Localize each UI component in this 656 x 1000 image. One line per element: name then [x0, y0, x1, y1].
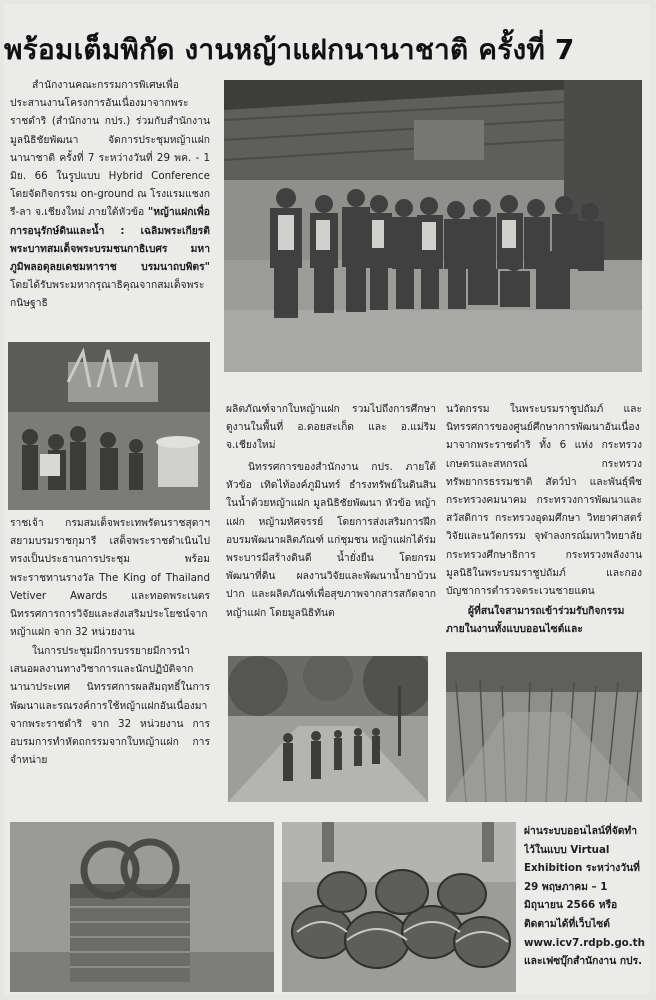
headline: พร้อมเต็มพิกัด งานหญ้าแฝกนานาชาติ ครั้งที่ 7: [4, 33, 575, 66]
royal-visit-exhibition-photo: [8, 342, 210, 510]
woven-ball-handicraft-photo: [282, 822, 516, 992]
royal-visit-paragraph: ราชเจ้า กรมสมเด็จพระเทพรัตนราชสุดาฯ สยามบรมราชกุมารี เสด็จพระราชดำเนินไปทรงเป็นประธานการประชุม พร้อมพระราชทานรางวัล The King of Thailand Vetiver Awards และทอดพระเนตรนิทรรศการการวิจัยและส่งเสริมประโยชน์จากหญ้าแฝก จาก 32 หน่วยงาน: [10, 517, 210, 639]
woven-basket-photo: [10, 822, 274, 992]
conference-theme: "หญ้าแฝกเพื่อการอนุรักษ์ดินและน้ำ : เฉลิมพระเกียรติพระบาทสมเด็จพระบรมชนกาธิเบศร มหาภูมิพลอดุลยเดชมหาราช บรมนาถบพิตร": [10, 206, 210, 274]
intro-text: สำนักงานคณะกรรมการพิเศษเพื่อประสานงานโครงการอันเนื่องมาจากพระราชดำริ (สำนักงาน กปร.) ร่วมกับสำนักงานมูลนิธิชัยพัฒนา จัดการประชุมหญ้าแฝกนานาชาติ ครั้งที่ 7 ระหว่างวันที่ 29 พค. - 1 มิย. 66 ในรูปแบบ Hybrid Conference โดยจัดกิจกรรม on-ground ณ โรงแรมแชงกรี-ลา จ.เชียงใหม่ ภายใต้หัวข้อ: [10, 79, 210, 219]
intro-text-end: โดยได้รับพระมหากรุณาธิคุณจากสมเด็จพระกนิษฐาธิ: [10, 279, 205, 310]
how-to-join-paragraph: ผู้ที่สนใจสามารถเข้าร่วมรับกิจกรรมภายในงานทั้งแบบออนไซต์และ: [446, 605, 625, 636]
field-trip-walking-photo: [228, 656, 428, 802]
agencies-paragraph: นวัตกรรม ในพระบรมราชูปถัมภ์ และนิทรรศการของศูนย์ศึกษาการพัฒนาอันเนื่องมาจากพระราชดำริ ทั้ง 6 แห่ง กระทรวงเกษตรและสหกรณ์ กระทรวงทรัพยากรธรรมชาติ สัตว์ป่า และพันธุ์พืช กระทรวงคมนาคม กระทรวงการพัฒนาและสวัสดิการ กระทรวงอุดมศึกษา วิทยาศาสตร์ วิจัยและนวัตกรรม จุฬาลงกรณ์มหาวิทยาลัย กระทรวงศึกษาธิการ กระทรวงพลังงาน มูลนิธิในพระบรมราชูปถัมภ์ และกองบัญชาการตำรวจตระเวนชายแดน: [446, 403, 642, 598]
group-photo-under-shed: [224, 80, 642, 372]
conference-activities-paragraph: ในการประชุมมีการบรรยายมีการนำเสนอผลงานทางวิชาการและนักปฏิบัติจากนานาประเทศ นิทรรศการผลสัมฤทธิ์ในการพัฒนาและรณรงค์การใช้หญ้าแฝกอันเนื่องมาจากพระราชดำริ จาก 32 หน่วยงาน การอบรมการทำหัตถกรรมจากใบหญ้าแฝก การจำหน่าย: [10, 645, 210, 767]
exhibitions-paragraph: นิทรรศการของสำนักงาน กปร. ภายใต้หัวข้อ เทิดไท้องค์ภูมินทร์ ธำรงทรัพย์ในดินสินในน้ำด้วยหญ้าแฝก มูลนิธิชัยพัฒนา หัวข้อ หญ้าแฝก หญ้ามหัศจรรย์ โดยการส่งเสริมการฝึกอบรมพัฒนาผลิตภัณฑ์ แก่ชุมชน หญ้าแฝกได้ร่มพระบารมีสร้างดินดี น้ำยั่งยืน โดยกรมพัฒนาที่ดิน ผลงานวิจัยและพัฒนาน้ำยาบ้วนปาก และผลิตภัณฑ์เพื่อสุขภาพจากสารสกัดจากหญ้าแฝก โดยมูลนิธิทันต: [226, 461, 436, 619]
online-access-paragraph: ผ่านระบบออนไลน์ที่จัดทำไว้ในแบบ Virtual Exhibition ระหว่างวันที่ 29 พฤษภาคม – 1 มิถุนายน 2566 หรือติดตามได้ที่เว็บไซต์ www.icv7.rdpb.go.th และเฟซบุ๊กสำนักงาน กปร.: [524, 825, 645, 968]
study-trip-paragraph: ผลิตภัณฑ์จากใบหญ้าแฝก รวมไปถึงการศึกษา ดูงานในพื้นที่ อ.ดอยสะเก็ด และ อ.แม่ริม จ.เชียงใหม่: [226, 403, 436, 452]
vetiver-grass-field-photo: [446, 652, 642, 802]
intro-paragraph: [10, 76, 210, 342]
